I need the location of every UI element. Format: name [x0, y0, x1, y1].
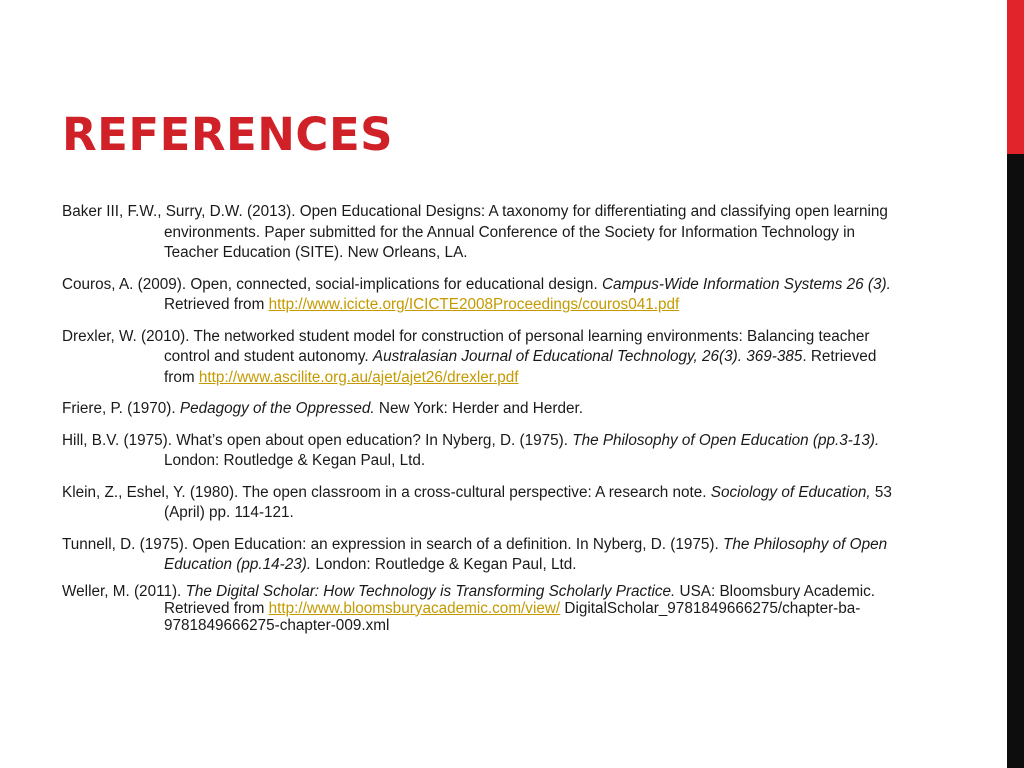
reference-item — [62, 583, 902, 634]
reference-text: Tunnell, D. (1975). Open Education: an expression in search of a definition. In Nyberg, D. (1975). — [62, 535, 723, 553]
reference-source-title: Campus-Wide Information Systems 26 (3). — [601, 275, 891, 293]
reference-text: . Retrieved from — [164, 348, 877, 386]
reference-link[interactable]: http://www.ascilite.org.au/ajet/ajet26/drexler.pdf — [198, 368, 519, 386]
reference-text: Baker III, F.W., Surry, D.W. (2013). Open Educational Designs: A taxonomy for differentiating and classifying open learning environments. Paper submitted for the Annual Conference of the Society for Information Technology in Teacher Education (SITE). New Orleans, LA. — [62, 203, 888, 261]
reference-text: Klein, Z., Eshel, Y. (1980). The open classroom in a cross-cultural perspective: A research note. — [62, 483, 711, 501]
reference-item — [62, 431, 902, 472]
reference-source-title: Pedagogy of the Oppressed. — [179, 400, 375, 417]
reference-item — [62, 275, 902, 316]
slide-title: REFERENCES — [62, 108, 394, 161]
reference-item — [62, 483, 902, 524]
reference-source-title: The Philosophy of Open Education (pp.14-23). — [164, 535, 888, 573]
reference-text: London: Routledge & Kegan Paul, Ltd. — [164, 452, 426, 469]
reference-item — [62, 202, 902, 264]
reference-list — [62, 202, 902, 645]
reference-text: 53 (April) pp. 114-121. — [164, 483, 892, 521]
reference-text: Friere, P. (1970). — [62, 400, 180, 417]
reference-text: Weller, M. (2011). — [62, 582, 186, 600]
reference-item — [62, 535, 902, 576]
side-bar-dark-segment — [1007, 154, 1024, 768]
reference-link[interactable]: http://www.bloomsburyacademic.com/view/ — [268, 599, 561, 617]
reference-item — [62, 399, 902, 420]
reference-text: Hill, B.V. (1975). What’s open about open education? In Nyberg, D. (1975). — [62, 431, 573, 449]
reference-text: Couros, A. (2009). Open, connected, social-implications for educational design. — [62, 275, 602, 293]
reference-text: Retrieved from — [164, 296, 269, 313]
reference-source-title: The Philosophy of Open Education (pp.3-13). — [572, 431, 880, 449]
reference-item — [62, 327, 902, 389]
reference-source-title: Sociology of Education, — [710, 483, 871, 501]
reference-source-title: The Digital Scholar: How Technology is Transforming Scholarly Practice. — [185, 582, 676, 600]
side-bar-red-segment — [1007, 0, 1024, 154]
reference-text: USA: Bloomsbury Academic. Retrieved from — [164, 582, 876, 617]
reference-text: New York: Herder and Herder. — [374, 400, 583, 417]
reference-link[interactable]: http://www.icicte.org/ICICTE2008Proceedings/couros041.pdf — [268, 296, 680, 313]
reference-text: Drexler, W. (2010). The networked student model for construction of personal learning environments: Balancing teacher control and student autonomy. — [62, 327, 870, 365]
reference-text: DigitalScholar_9781849666275/chapter-ba-9781849666275-chapter-009.xml — [164, 599, 861, 634]
reference-source-title: Australasian Journal of Educational Technology, 26(3). 369-385 — [372, 348, 803, 365]
side-accent-bar — [1007, 0, 1024, 768]
reference-text: London: Routledge & Kegan Paul, Ltd. — [311, 556, 577, 573]
